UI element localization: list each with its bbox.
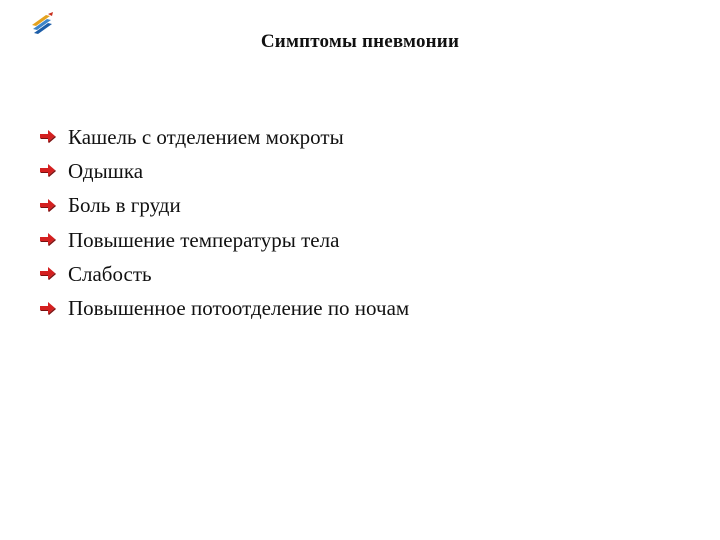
list-item <box>38 189 409 223</box>
arrow-bullet-icon <box>38 232 60 248</box>
list-item <box>38 257 409 291</box>
list-item <box>38 120 409 154</box>
list-item <box>38 291 409 325</box>
arrow-bullet-icon <box>38 163 60 179</box>
list-item-text: Слабость <box>68 261 152 286</box>
arrow-bullet-icon <box>38 266 60 282</box>
arrow-bullet-icon <box>38 301 60 317</box>
list-item-text: Одышка <box>68 158 144 183</box>
arrow-bullet-icon <box>38 198 60 214</box>
list-item-text: Повышение температуры тела <box>68 227 340 252</box>
list-item-text: Боль в груди <box>68 193 181 218</box>
list-item <box>38 223 409 257</box>
symptoms-list <box>38 120 409 326</box>
list-item-text: Кашель с отделением мокроты <box>68 124 344 149</box>
list-item-text: Повышенное потоотделение по ночам <box>68 296 410 321</box>
arrow-bullet-icon <box>38 129 60 145</box>
slide-title <box>0 31 720 53</box>
slide-title-text: Симптомы пневмонии <box>260 31 460 52</box>
list-item <box>38 154 409 188</box>
